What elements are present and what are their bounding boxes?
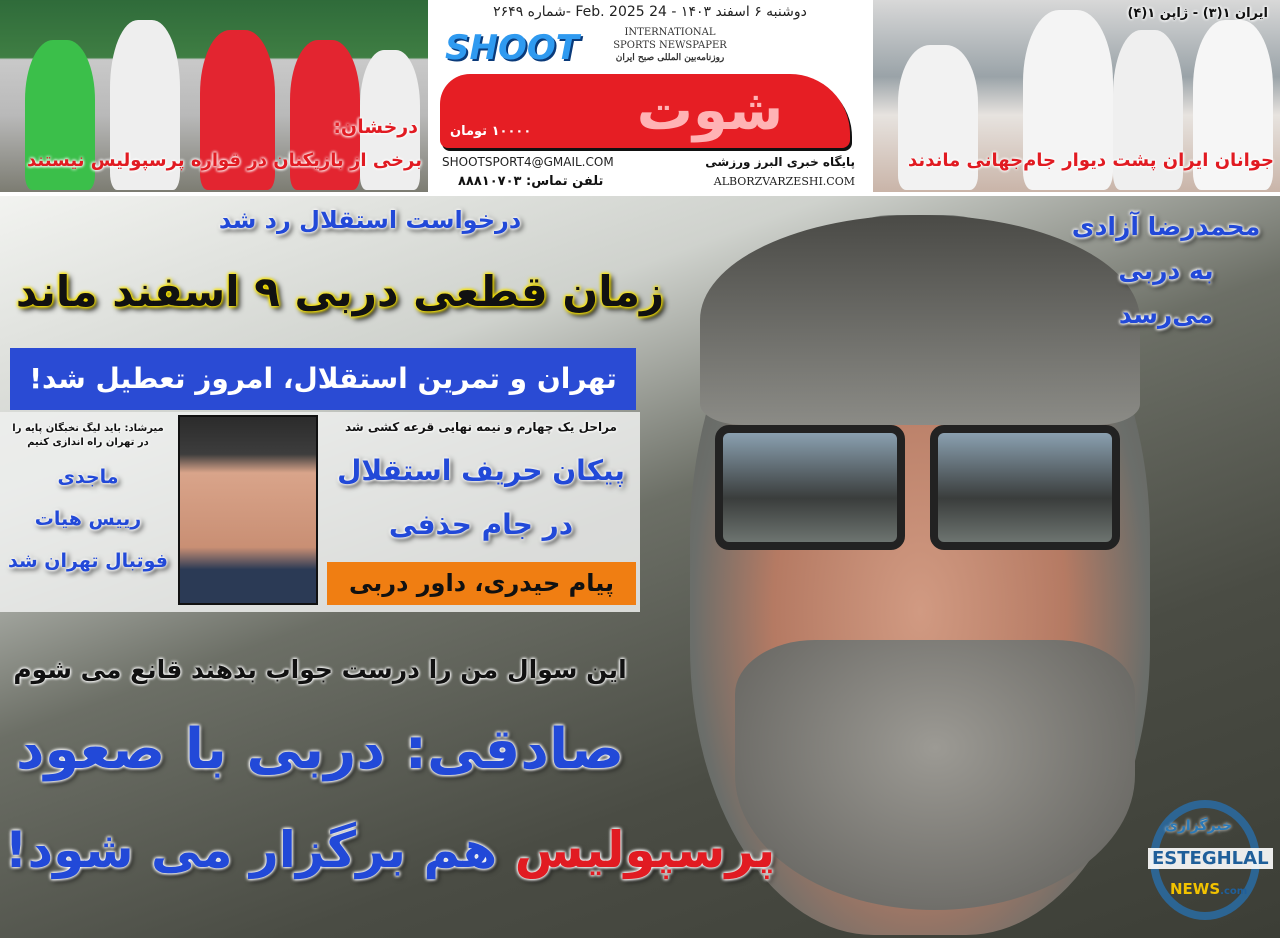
majidi-line-1: ماجدی	[57, 466, 119, 488]
email: SHOOTSPORT4@GMAIL.COM	[442, 155, 614, 169]
headline-derby-date: زمان قطعی دربی ۹ اسفند ماند	[15, 267, 665, 316]
majidi-kicker-1: میرشاد: باید لیگ نخبگان پایه را	[12, 423, 164, 434]
top-left-kicker: درخشان:	[333, 116, 418, 138]
azadi-line-1: محمدرضا آزادی	[1071, 212, 1261, 241]
majidi-line-2: رییس هیات	[34, 508, 142, 530]
watermark-fa: خبرگزاری	[1165, 818, 1233, 834]
logo-latin: SHOOT	[445, 28, 579, 68]
quote-headline: این سوال من را درست جواب بدهند قانع می شوم	[13, 655, 627, 684]
top-left-headline: برخی از بازیکنان در قواره پرسپولیس نیستند	[26, 150, 422, 171]
top-left-photo	[0, 0, 428, 192]
majidi-photo	[178, 415, 318, 605]
watermark-com: .com	[1220, 886, 1248, 897]
kicker-derby-request: درخواست استقلال رد شد	[218, 206, 522, 234]
cup-headline-2: در جام حذفی	[388, 508, 574, 541]
cover-photo-beard	[735, 640, 1135, 910]
main-headline-red: پرسپولیس	[514, 821, 776, 879]
main-headline-line-1: صادقی: دربی با صعود	[15, 717, 625, 782]
subtitle-fa: روزنامه‌بین المللی صبح ایران	[615, 53, 725, 63]
cup-kicker: مراحل یک چهارم و نیمه نهایی قرعه کشی شد	[345, 420, 617, 434]
azadi-line-3: می‌رسد	[1118, 300, 1214, 329]
cup-headline-1: پیکان حریف استقلال	[337, 454, 625, 487]
phone: تلفن تماس: ۸۸۸۱۰۷۰۳	[458, 174, 604, 189]
top-right-photo	[873, 0, 1280, 192]
sunglasses	[705, 425, 1125, 555]
azadi-line-2: به دربی	[1118, 256, 1214, 285]
watermark-news: NEWS	[1170, 880, 1221, 898]
main-headline-line-2: هم برگزار می شود!	[4, 821, 515, 879]
logo-persian: شوت	[636, 78, 784, 143]
masthead	[430, 0, 870, 195]
match-score: ایران ۱(۳) - ژاپن ۱(۴)	[1127, 6, 1268, 21]
site-fa: پایگاه خبری البرز ورزشی	[705, 155, 855, 169]
top-right-headline: جوانان ایران پشت دیوار جام‌جهانی ماندند	[908, 150, 1274, 171]
subtitle-en-1: INTERNATIONAL	[624, 27, 716, 38]
referee-box: پیام حیدری، داور دربی	[327, 562, 636, 605]
blue-bar-headline: تهران و تمرین استقلال، امروز تعطیل شد!	[10, 348, 636, 410]
majidi-line-3: فوتبال تهران شد	[8, 550, 168, 572]
subtitle-en-2: SPORTS NEWSPAPER	[613, 40, 727, 51]
majidi-kicker-2: در تهران راه اندازی کنیم	[27, 437, 149, 448]
price: ۱۰۰۰۰ تومان	[450, 124, 532, 139]
date-issue-line: دوشنبه ۶ اسفند ۱۴۰۳ - 24 Feb. 2025 -شماره ۲۶۴۹	[493, 4, 807, 20]
site-url: ALBORZVARZESHI.COM	[713, 175, 855, 188]
watermark-en: ESTEGHLAL	[1148, 848, 1273, 869]
